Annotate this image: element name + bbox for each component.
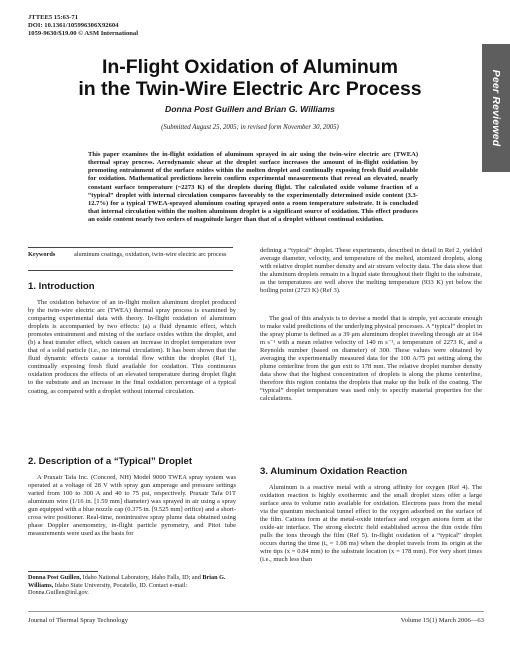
footer-rule: [28, 611, 484, 612]
footer-journal: Journal of Thermal Spray Technology: [28, 617, 129, 624]
keywords-text: aluminum coatings, oxidation, twin-wire electric arc process: [74, 251, 227, 258]
right-paragraph-2: The goal of this analysis is to devise a model that is simple, yet accurate enough to make valid predictions of the underlying physical processes. A “typical” droplet in the spray plume is defined as a 39 μm aluminum droplet traveling through air at 164 m s⁻¹ with a mean relative velocity of 140 m s⁻¹, a temperature of 2273 K, and a Reynolds number (based on diameter) of 300. These values were obtained by averaging the experimentally measured data for the 100 A/75 psi setting along the plume centerline from the gun exit to 178 mm. The relative droplet number density data show that the highest concentration of droplets is along the plume centerline, therefore this region contains the droplets that make up the bulk of the coating. The “typical” droplet temperature was used only to specify material properties for the calculations.: [260, 315, 482, 403]
peer-reviewed-tab: [482, 44, 510, 172]
footnote-author-1: Donna Post Guillen,: [28, 574, 82, 581]
paper-authors: Donna Post Guillen and Brian G. Williams: [165, 104, 335, 114]
right-paragraph-1: defining a “typical” droplet. These experiments, described in detail in Ref 2, yielded average diameter, velocity, and temperature of the melted, atomized droplets, along with relative droplet number density and air stream velocity data. The data show that the aluminum droplets remain in a liquid state throughout their flight to the substrate, as the temperatures are well above the melting temperature (933 K) yet below the boiling point (2723 K) (Ref 3).: [260, 247, 482, 295]
section-3-paragraph: Aluminum is a reactive metal with a strong affinity for oxygen (Ref 4). The oxidation reaction is highly exothermic and the small droplet sizes offer a large surface area to volume ratio available for oxidation. Electrons pass from the metal via the quantum mechanical tunnel effect to the oxygen adsorbed on the surface of the film. Cations form at the metal-oxide interface and oxygen anions form at the oxide-air interface. The strong electric field established across the thin oxide film pulls the ions through the film (Ref 5). In-flight oxidation of a “typical” droplet occurs during the time (tₐ = 1.08 ms) when the droplet travels from its origin at the wire tips (x = 0.84 mm) to the substrate location (x = 178 mm). For very short times (i.e., much less than: [260, 484, 482, 564]
section-1-paragraph: The oxidation behavior of an in-flight molten aluminum droplet produced by the twin-wire electric arc (TWEA) thermal spray process is examined by comparing experimental data with theory. In-flight oxidation of aluminum droplets is accompanied by two effects: (a) a fluid dynamic effect, which promotes entrainment and mixing of the surface oxides within the droplet, and (b) a heat transfer effect, which causes an increase in droplet temperature over that of a solid particle (i.e., no internal circulation). It has been shown that the fluid dynamic effects cause a toroidal flow within the droplet (Ref 1), continually exposing fresh fluid available for oxidation. This continuous oxidation produces the effects of an elevated temperature during droplet flight to the substrate and an increase in the final oxidation percentage of a typical coating, as compared with a droplet without internal circulation.: [28, 299, 236, 395]
section-3-heading: 3. Aluminum Oxidation Reaction: [260, 466, 408, 477]
abstract: This paper examines the in-flight oxidation of aluminum sprayed in air using the twin-wire electric arc (TWEA) thermal spray process. Aerodynamic shear at the droplet surface increases the amount of in-flight oxidation by promoting entrainment of the surface oxides within the molten droplet and continually exposing fresh fluid available for oxidation. Mathematical predictions herein confirm experimental measurements that reveal an elevated, nearly constant surface temperature (~2273 K) of the droplets during flight. The calculated oxide volume fraction of a “typical” droplet with internal circulation compares favorably to the experimentally determined oxide content (3.3-12.7%) for a typical TWEA-sprayed aluminum coating sprayed onto a room temperature substrate. It is concluded that internal circulation within the molten aluminum droplet is a significant source of oxidation. This effect produces an oxide content nearly two orders of magnitude larger than that of a droplet without continual oxidation.: [88, 151, 418, 224]
section-1-heading: 1. Introduction: [28, 281, 95, 292]
footnote-rule: [28, 571, 98, 572]
doi: DOI: 10.1361/105996306X92604: [28, 22, 119, 30]
peer-reviewed-label: Peer Reviewed: [490, 69, 502, 147]
keywords-box: [28, 247, 233, 271]
paper-title: [40, 56, 460, 100]
keywords-label: Keywords: [28, 251, 56, 258]
section-2-heading: 2. Description of a “Typical” Droplet: [28, 456, 193, 467]
journal-code: JTTEE5 15:63-71: [28, 14, 79, 21]
journal-metadata: [28, 14, 138, 39]
submission-dates: (Submitted August 25, 2005; in revised form November 30, 2005): [161, 124, 339, 131]
footer-volume-page: Volume 15(1) March 2006—63: [400, 617, 484, 624]
footnote-affiliation-1: Idaho National Laboratory, Idaho Falls, ID; and: [81, 574, 203, 581]
section-2-paragraph: A Praxair Tafa Inc. (Concord, NH) Model 9000 TWEA spray system was operated at a voltage of 28 V with spray gun amperage and pressure settings varied from 100 to 300 A and 40 to 75 psi, respectively. Praxair Tafa 01T aluminum wire (1/16 in. [1.59 mm] diameter) was sprayed in air using a spray gun equipped with a blue nozzle cap (0.375 in. [9.525 mm] orifice) and a short-cross wire positioner. Real-time, nonintrusive spray plume data obtained using phase Doppler anemometry, in-flight particle pyrometry, and Pitot tube measurements were used as the basis for: [28, 474, 236, 538]
author-footnote: [28, 574, 238, 597]
issn-copyright: 1059-9630/$19.00 © ASM International: [28, 30, 139, 38]
footnote-author-2: Brian G. Williams,: [28, 574, 226, 589]
footnote-affiliation-2: Idaho State University, Pocatello, ID. Contact e-mail: Donna.Guillen@inl.gov.: [28, 581, 188, 597]
title-line-1: In-Flight Oxidation of Aluminum: [101, 56, 399, 78]
title-line-2: in the Twin-Wire Electric Arc Process: [78, 78, 422, 100]
